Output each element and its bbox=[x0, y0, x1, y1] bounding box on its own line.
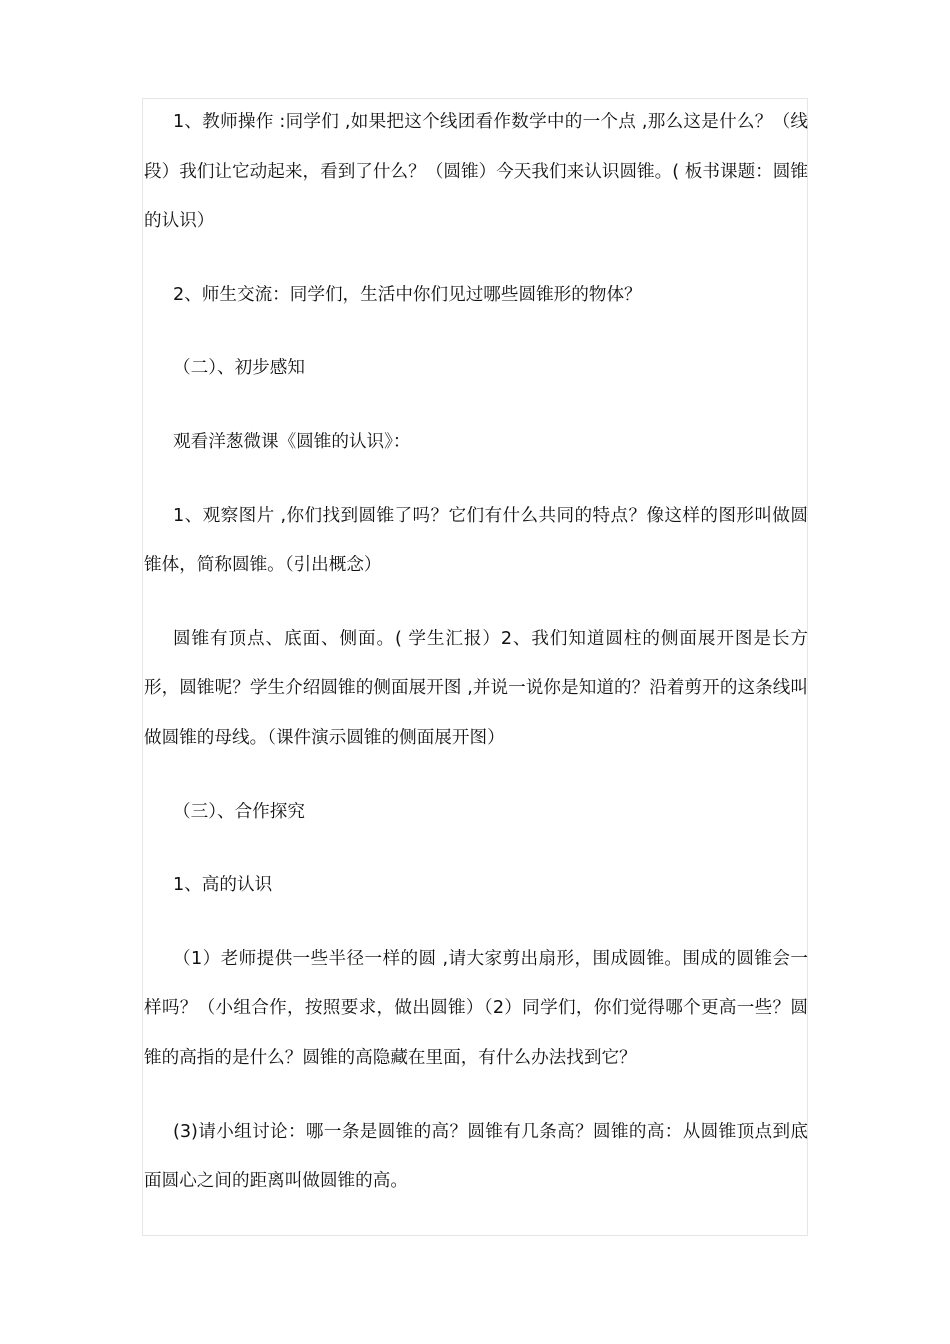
paragraph: 1、教师操作 :同学们 ,如果把这个线团看作数学中的一个点 ,那么这是什么？（线段）我们让它动起来，看到了什么？（圆锥）今天我们来认识圆锥。( 板书课题：圆锥的认识） bbox=[144, 112, 808, 232]
paragraph: （1）老师提供一些半径一样的圆 ,请大家剪出扇形，围成圆锥。围成的圆锥会一样吗？（小组合作，按照要求，做出圆锥）（2）同学们，你们觉得哪个更高一些？圆锥的高指的是什么？圆锥的高隐藏在里面，有什么办法找到它？ bbox=[144, 948, 808, 1068]
paragraph: 1、观察图片 ,你们找到圆锥了吗？它们有什么共同的特点？像这样的图形叫做圆锥体，简称圆锥。（引出概念） bbox=[144, 505, 808, 576]
paragraph: (3)请小组讨论：哪一条是圆锥的高？圆锥有几条高？圆锥的高：从圆锥顶点到底面圆心之间的距离叫做圆锥的高。 bbox=[144, 1121, 808, 1192]
paragraph: 2、师生交流：同学们，生活中你们见过哪些圆锥形的物体？ bbox=[173, 284, 642, 305]
document-body bbox=[144, 98, 808, 1207]
paragraph: 圆锥有顶点、底面、侧面。( 学生汇报）2、我们知道圆柱的侧面展开图是长方形，圆锥呢？学生介绍圆锥的侧面展开图 ,并说一说你是知道的？沿着剪开的这条线叫做圆锥的母线。（课件演示圆锥的侧面展开图） bbox=[144, 628, 808, 748]
paragraph: 观看洋葱微课《圆锥的认识》： bbox=[173, 431, 411, 452]
section-heading: （三）、合作探究 bbox=[173, 801, 305, 822]
subsection-heading: 1、高的认识 bbox=[173, 875, 273, 896]
section-heading: （二）、初步感知 bbox=[173, 358, 305, 379]
